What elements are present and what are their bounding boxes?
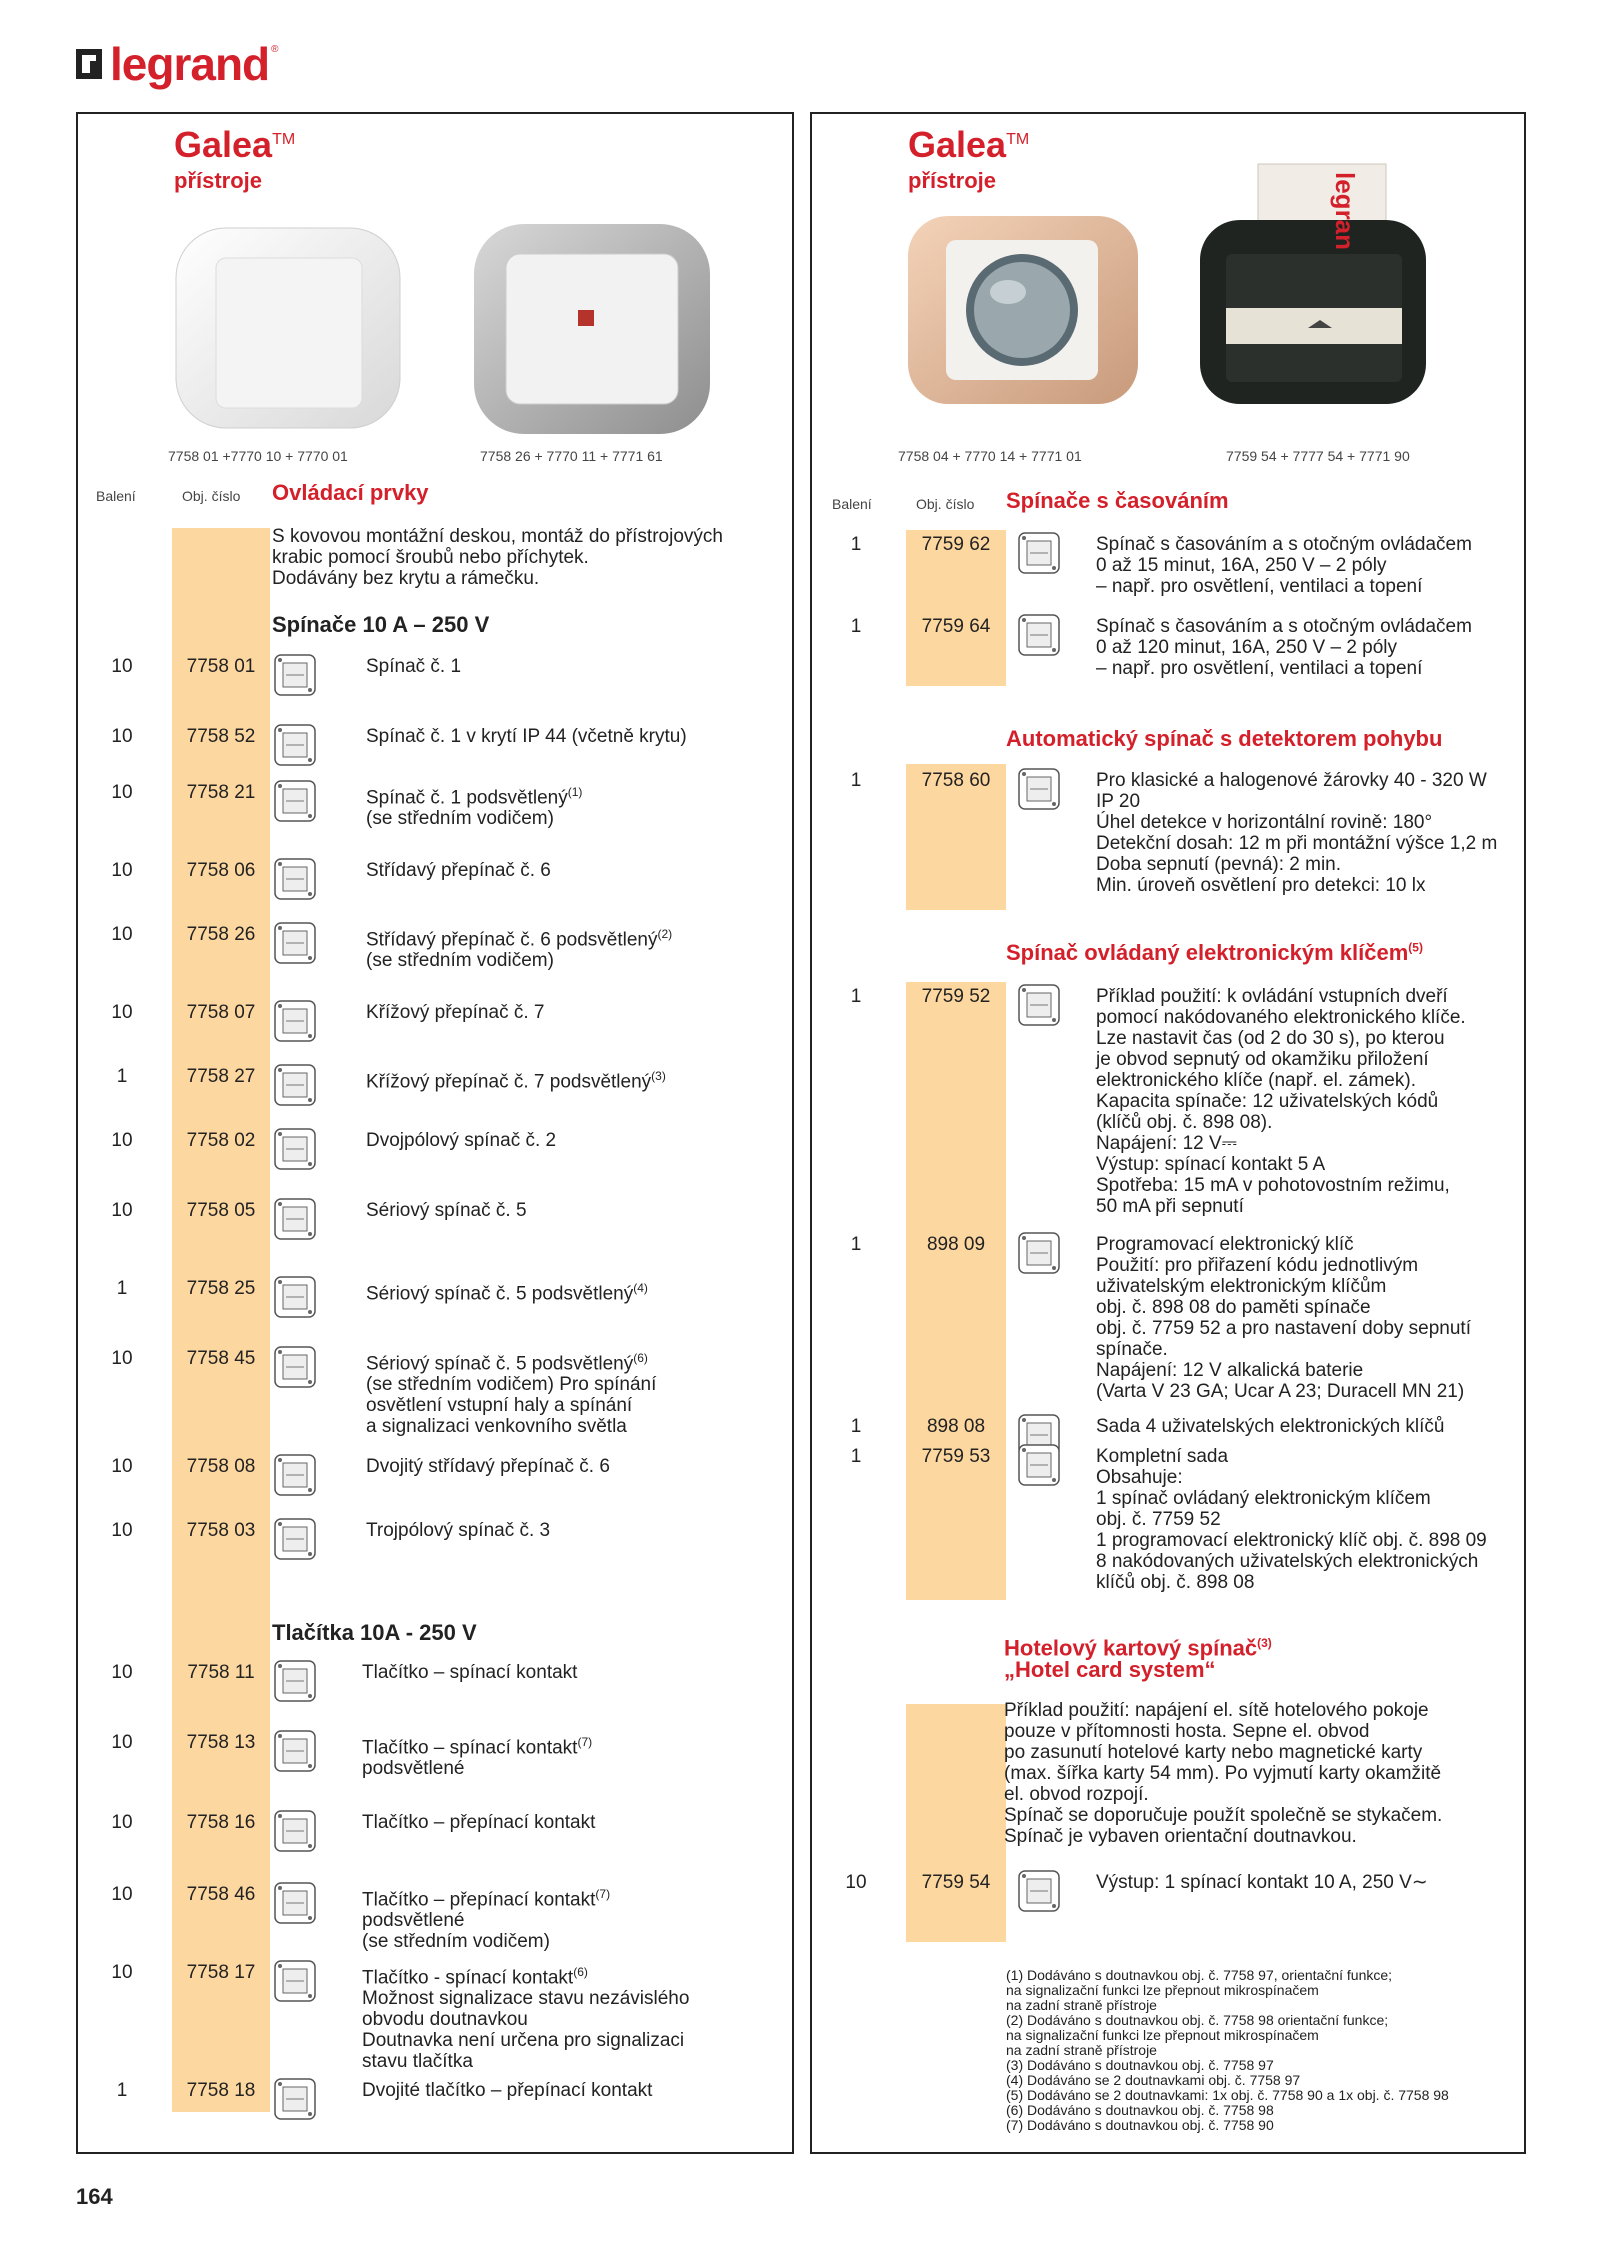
button-row-description <box>362 1662 577 1683</box>
right-subtitle: přístroje <box>908 168 997 193</box>
footnote-line: (6) Dodáváno s doutnavkou obj. č. 7758 98 <box>1006 2102 1274 2118</box>
right-col-qty: Balení <box>832 496 872 512</box>
silver-switch-image <box>470 214 718 446</box>
product-icon <box>1016 530 1062 581</box>
description-line: Pro klasické a halogenové žárovky 40 - 320 W <box>1096 770 1487 791</box>
right-section-motion: Automatický spínač s detektorem pohybu <box>1006 726 1443 751</box>
switch-row-description <box>366 782 582 829</box>
description-line: Střídavý přepínač č. 6 <box>366 860 551 881</box>
product-icon <box>272 1062 318 1113</box>
description-line: Možnost signalizace stavu nezávislého <box>362 1988 690 2010</box>
ekey-row-code: 898 09 <box>926 1234 986 1255</box>
timer-row-description <box>1096 534 1472 597</box>
product-icon <box>1016 1230 1062 1281</box>
description-line: spínače. <box>1096 1339 1168 1360</box>
left-subheading-buttons: Tlačítka 10A - 250 V <box>272 1620 477 1645</box>
logo-registered: ® <box>271 44 279 55</box>
description-line: Spínač s časováním a s otočným ovládačem <box>1096 616 1472 637</box>
switch-row-code: 7758 45 <box>186 1348 256 1369</box>
description-line: Kapacita spínače: 12 uživatelských kódů <box>1096 1091 1439 1112</box>
switch-row-code: 7758 25 <box>186 1278 256 1299</box>
description-line: Trojpólový spínač č. 3 <box>366 1520 551 1541</box>
timer-row-description <box>1096 616 1472 679</box>
legrand-logo-mark <box>76 49 102 79</box>
switch-row-code: 7758 52 <box>186 726 256 747</box>
motion-row-code: 7758 60 <box>921 770 991 791</box>
description-line: Napájení: 12 V⎓ <box>1096 1133 1237 1154</box>
left-caption-1: 7758 01 +7770 10 + 7770 01 <box>168 448 348 464</box>
hotel-description: Příklad použití: napájení el. sítě hotelového pokoje pouze v přítomnosti hosta. Sepne el. obvod po zasunutí hotelové karty nebo magnetické karty (max. šířka karty 54 mm). Po vyjmutí karty okamžitě el. obvod rozpojí. Spínač se doporučuje použít společně se stykačem. Spínač je vybaven orientační doutnavkou. <box>1004 1700 1443 1847</box>
switch-row-code: 7758 07 <box>186 1002 256 1023</box>
left-subtitle: přístroje <box>174 168 263 193</box>
description-line: Min. úroveň osvětlení pro detekci: 10 lx <box>1096 875 1426 896</box>
switch-row-qty: 1 <box>116 1066 128 1087</box>
footnote-line: na signalizační funkci lze přepnout mikrospínačem <box>1006 2027 1319 2043</box>
right-caption-1: 7758 04 + 7770 14 + 7771 01 <box>898 448 1082 464</box>
button-row-code: 7758 16 <box>186 1812 256 1833</box>
left-col-qty: Balení <box>96 488 136 504</box>
timer-row-code: 7759 64 <box>921 616 991 637</box>
intro-line: krabic pomocí šroubů nebo příchytek. <box>272 547 589 568</box>
switch-row-qty: 10 <box>111 1456 133 1477</box>
right-title: Galea™ <box>908 124 1030 165</box>
switch-row-description <box>366 1520 550 1541</box>
description-line: 8 nakódovaných uživatelských elektronických <box>1096 1551 1479 1572</box>
product-icon <box>272 1658 318 1709</box>
description-line: (se středním vodičem) <box>366 808 554 830</box>
hotel-row-qty: 10 <box>845 1872 867 1893</box>
switch-row-code: 7758 03 <box>186 1520 256 1541</box>
description-line: Příklad použití: k ovládání vstupních dveří <box>1096 986 1448 1007</box>
product-icon <box>272 1344 318 1395</box>
description-line: Výstup: spínací kontakt 5 A <box>1096 1154 1326 1175</box>
description-line: Křížový přepínač č. 7 podsvětlený$^{(3)}$ <box>366 1069 666 1093</box>
product-icon <box>272 920 318 971</box>
ekey-row-qty: 1 <box>850 1416 862 1437</box>
description-line: Kompletní sada <box>1096 1446 1229 1467</box>
right-section-ekey: Spínač ovládaný elektronickým klíčem$^{(5)}$ <box>1006 940 1423 965</box>
ekey-row-qty: 1 <box>850 1234 862 1255</box>
product-icon <box>1016 766 1062 817</box>
description-line: Spínač č. 1 podsvětlený$^{(1)}$ <box>366 785 583 809</box>
switch-row-qty: 10 <box>111 726 133 747</box>
product-icon <box>272 778 318 829</box>
left-title: Galea™ <box>174 124 296 165</box>
product-icon <box>272 1196 318 1247</box>
footnote-line: (2) Dodáváno s doutnavkou obj. č. 7758 98 orientační funkce; <box>1006 2012 1389 2028</box>
button-row-qty: 10 <box>111 1662 133 1683</box>
description-line: Výstup: 1 spínací kontakt 10 A, 250 V∼ <box>1096 1872 1428 1893</box>
hotel-card-switch-image <box>1196 160 1436 412</box>
description-line: elektronického klíče (např. el. zámek). <box>1096 1070 1416 1091</box>
description-line: Detekční dosah: 12 m při montážní výšce 1,2 m <box>1096 833 1498 854</box>
motion-row-description <box>1096 770 1497 896</box>
description-line: stavu tlačítka <box>362 2051 473 2073</box>
footnote-line: (1) Dodáváno s doutnavkou obj. č. 7758 97, orientační funkce; <box>1006 1967 1393 1983</box>
description-line: Tlačítko – přepínací kontakt$^{(7)}$ <box>362 1887 611 1911</box>
button-row-code: 7758 13 <box>186 1732 256 1753</box>
switch-row-qty: 10 <box>111 924 133 945</box>
footnote-line: na zadní straně přístroje <box>1006 1997 1157 2013</box>
description-line: Spínač s časováním a s otočným ovládačem <box>1096 534 1472 555</box>
switch-row-code: 7758 05 <box>186 1200 256 1221</box>
description-line: uživatelským elektronickým klíčům <box>1096 1276 1387 1297</box>
ekey-row-qty: 1 <box>850 986 862 1007</box>
button-row-description <box>362 1732 592 1779</box>
footnote-line: na signalizační funkci lze přepnout mikrospínačem <box>1006 1982 1319 1998</box>
product-icon <box>1016 612 1062 663</box>
switch-row-code: 7758 26 <box>186 924 256 945</box>
motion-row-qty: 1 <box>850 770 862 791</box>
white-switch-image <box>170 214 410 446</box>
description-line: (se středním vodičem) <box>366 950 554 972</box>
ekey-row-code: 7759 52 <box>921 986 991 1007</box>
description-line: Sériový spínač č. 5 podsvětlený$^{(6)}$ <box>366 1351 648 1375</box>
product-icon <box>1016 1868 1062 1919</box>
description-line: 50 mA při sepnutí <box>1096 1196 1244 1217</box>
description-line: obj. č. 898 08 do paměti spínače <box>1096 1297 1371 1318</box>
description-line: podsvětlené <box>362 1758 465 1780</box>
footnotes <box>1006 1968 1449 2133</box>
motion-detector-image <box>904 212 1144 408</box>
switch-row-code: 7758 27 <box>186 1066 256 1087</box>
description-line: Programovací elektronický klíč <box>1096 1234 1354 1255</box>
switch-row-code: 7758 01 <box>186 656 256 677</box>
description-line: Tlačítko – spínací kontakt <box>362 1662 578 1683</box>
button-row-code: 7758 46 <box>186 1884 256 1905</box>
button-row-qty: 1 <box>116 2080 128 2101</box>
legrand-logo <box>76 36 279 92</box>
product-icon <box>272 1958 318 2009</box>
ekey-row-description <box>1096 986 1466 1217</box>
button-row-qty: 10 <box>111 1962 133 1983</box>
description-line: Napájení: 12 V alkalická baterie <box>1096 1360 1364 1381</box>
ekey-row-qty: 1 <box>850 1446 862 1467</box>
switch-row-qty: 10 <box>111 860 133 881</box>
right-band-3 <box>906 982 1006 1600</box>
description-line: 1 spínač ovládaný elektronickým klíčem <box>1096 1488 1431 1509</box>
description-line: Tlačítko – přepínací kontakt <box>362 1812 596 1833</box>
product-icon <box>272 1880 318 1931</box>
footnote-line: (4) Dodáváno se 2 doutnavkami obj. č. 7758 97 <box>1006 2072 1301 2088</box>
left-section-title: Ovládací prvky <box>272 480 429 505</box>
product-icon <box>272 2076 318 2127</box>
description-line: 0 až 15 minut, 16A, 250 V – 2 póly <box>1096 555 1387 576</box>
product-icon <box>272 1808 318 1859</box>
right-section-timers: Spínače s časováním <box>1006 488 1229 513</box>
switch-row-description <box>366 656 461 677</box>
button-row-qty: 10 <box>111 1884 133 1905</box>
description-line: Dvojitý střídavý přepínač č. 6 <box>366 1456 610 1477</box>
left-code-band <box>172 528 270 2112</box>
switch-row-description <box>366 1200 527 1221</box>
description-line: IP 20 <box>1096 791 1141 812</box>
switch-row-qty: 10 <box>111 1130 133 1151</box>
product-icon <box>272 998 318 1049</box>
description-line: 1 programovací elektronický klíč obj. č. 898 09 <box>1096 1530 1487 1551</box>
switch-row-description <box>366 1278 648 1304</box>
left-subheading-switches: Spínače 10 A – 250 V <box>272 612 490 637</box>
description-line: Doutnavka není určena pro signalizaci <box>362 2030 685 2052</box>
switch-row-qty: 1 <box>116 1278 128 1299</box>
product-icon <box>272 722 318 773</box>
right-col-code: Obj. číslo <box>916 496 975 512</box>
description-line: – např. pro osvětlení, ventilaci a topení <box>1096 658 1423 679</box>
description-line: a signalizaci venkovního světla <box>366 1416 627 1438</box>
description-line: klíčů obj. č. 898 08 <box>1096 1572 1255 1593</box>
product-icon <box>272 652 318 703</box>
logo-text: legrand <box>110 38 270 90</box>
footnote-line: na zadní straně přístroje <box>1006 2042 1157 2058</box>
product-icon <box>1016 1442 1062 1493</box>
switch-row-qty: 10 <box>111 656 133 677</box>
ekey-row-description <box>1096 1234 1471 1402</box>
description-line: Dvojité tlačítko – přepínací kontakt <box>362 2080 653 2101</box>
intro-line: Dodávány bez krytu a rámečku. <box>272 568 540 589</box>
button-row-description <box>362 2080 652 2101</box>
description-line: obj. č. 7759 52 <box>1096 1509 1221 1530</box>
switch-row-code: 7758 08 <box>186 1456 256 1477</box>
switch-row-description <box>366 860 551 881</box>
switch-row-description <box>366 1130 556 1151</box>
description-line: 0 až 120 minut, 16A, 250 V – 2 póly <box>1096 637 1398 658</box>
card-logo-text: legran <box>1330 172 1360 251</box>
description-line: Sériový spínač č. 5 <box>366 1200 527 1221</box>
switch-row-description <box>366 1066 666 1092</box>
product-icon <box>272 856 318 907</box>
button-row-qty: 10 <box>111 1812 133 1833</box>
switch-row-code: 7758 21 <box>186 782 256 803</box>
description-line: (se středním vodičem) <box>362 1931 550 1953</box>
switch-row-description <box>366 1456 610 1477</box>
description-line: (klíčů obj. č. 898 08). <box>1096 1112 1273 1133</box>
button-row-description <box>362 1884 610 1952</box>
switch-row-description <box>366 1002 544 1023</box>
ekey-row-description <box>1096 1416 1445 1437</box>
footnote-line: (3) Dodáváno s doutnavkou obj. č. 7758 97 <box>1006 2057 1274 2073</box>
description-line: je obvod sepnutý od okamžiku přiložení <box>1096 1049 1429 1070</box>
button-row-description <box>362 1962 689 2072</box>
button-row-code: 7758 18 <box>186 2080 256 2101</box>
left-intro <box>272 526 723 589</box>
footnote-line: (5) Dodáváno se 2 doutnavkami: 1x obj. č. 7758 90 a 1x obj. č. 7758 98 <box>1006 2087 1449 2103</box>
switch-row-code: 7758 02 <box>186 1130 256 1151</box>
switch-row-code: 7758 06 <box>186 860 256 881</box>
description-line: Sada 4 uživatelských elektronických klíčů <box>1096 1416 1445 1437</box>
timer-row-qty: 1 <box>850 534 862 555</box>
button-row-description <box>362 1812 595 1833</box>
description-line: osvětlení vstupní haly a spínání <box>366 1395 633 1417</box>
page-number: 164 <box>76 2184 113 2209</box>
description-line: podsvětlené <box>362 1910 465 1932</box>
ekey-row-code: 7759 53 <box>921 1446 991 1467</box>
left-caption-2: 7758 26 + 7770 11 + 7771 61 <box>480 448 663 464</box>
product-icon <box>272 1126 318 1177</box>
description-line: Dvojpólový spínač č. 2 <box>366 1130 557 1151</box>
product-icon <box>1016 982 1062 1033</box>
switch-row-qty: 10 <box>111 782 133 803</box>
switch-row-description <box>366 924 672 971</box>
description-line: Lze nastavit čas (od 2 do 30 s), po kterou <box>1096 1028 1445 1049</box>
ekey-row-code: 898 08 <box>926 1416 986 1437</box>
description-line: (Varta V 23 GA; Ucar A 23; Duracell MN 21) <box>1096 1381 1465 1402</box>
switch-row-qty: 10 <box>111 1200 133 1221</box>
hotel-row-code: 7759 54 <box>921 1872 991 1893</box>
right-band-4 <box>906 1704 1006 1942</box>
right-section-hotel: Hotelový kartový spínač$^{(3)}$ „Hotel card system“ <box>1004 1635 1272 1683</box>
product-icon <box>272 1452 318 1503</box>
description-line: Tlačítko – spínací kontakt$^{(7)}$ <box>362 1735 593 1759</box>
switch-row-qty: 10 <box>111 1520 133 1541</box>
intro-line: S kovovou montážní deskou, montáž do přístrojových <box>272 526 723 547</box>
description-line: pomocí nakódovaného elektronického klíče. <box>1096 1007 1466 1028</box>
footnote-line: (7) Dodáváno s doutnavkou obj. č. 7758 90 <box>1006 2117 1274 2133</box>
description-line: – např. pro osvětlení, ventilaci a topení <box>1096 576 1423 597</box>
button-row-code: 7758 11 <box>187 1662 255 1683</box>
button-row-qty: 10 <box>111 1732 133 1753</box>
product-icon <box>272 1728 318 1779</box>
ekey-row-description <box>1096 1446 1487 1593</box>
description-line: Tlačítko - spínací kontakt$^{(6)}$ <box>362 1965 588 1989</box>
product-icon <box>272 1516 318 1567</box>
timer-row-qty: 1 <box>850 616 862 637</box>
description-line: Spotřeba: 15 mA v pohotovostním režimu, <box>1096 1175 1450 1196</box>
timer-row-code: 7759 62 <box>921 534 991 555</box>
description-line: Křížový přepínač č. 7 <box>366 1002 545 1023</box>
description-line: Spínač č. 1 <box>366 656 462 677</box>
switch-row-description <box>366 726 687 747</box>
description-line: Spínač č. 1 v krytí IP 44 (včetně krytu) <box>366 726 687 747</box>
right-caption-2: 7759 54 + 7777 54 + 7771 90 <box>1226 448 1410 464</box>
description-line: Obsahuje: <box>1096 1467 1183 1488</box>
button-row-code: 7758 17 <box>186 1962 256 1983</box>
description-line: Použití: pro přiřazení kódu jednotlivým <box>1096 1255 1419 1276</box>
switch-row-qty: 10 <box>111 1002 133 1023</box>
description-line: (se středním vodičem) Pro spínání <box>366 1374 657 1396</box>
description-line: Doba sepnutí (pevná): 2 min. <box>1096 854 1342 875</box>
switch-row-qty: 10 <box>111 1348 133 1369</box>
description-line: Střídavý přepínač č. 6 podsvětlený$^{(2)}$ <box>366 927 673 951</box>
description-line: Sériový spínač č. 5 podsvětlený$^{(4)}$ <box>366 1281 648 1305</box>
product-icon <box>272 1274 318 1325</box>
switch-row-description <box>366 1348 656 1437</box>
left-col-code: Obj. číslo <box>182 488 241 504</box>
hotel-row-description <box>1096 1872 1428 1893</box>
description-line: obvodu doutnavkou <box>362 2009 528 2031</box>
description-line: Úhel detekce v horizontální rovině: 180° <box>1096 812 1433 833</box>
description-line: obj. č. 7759 52 a pro nastavení doby sepnutí <box>1096 1318 1471 1339</box>
